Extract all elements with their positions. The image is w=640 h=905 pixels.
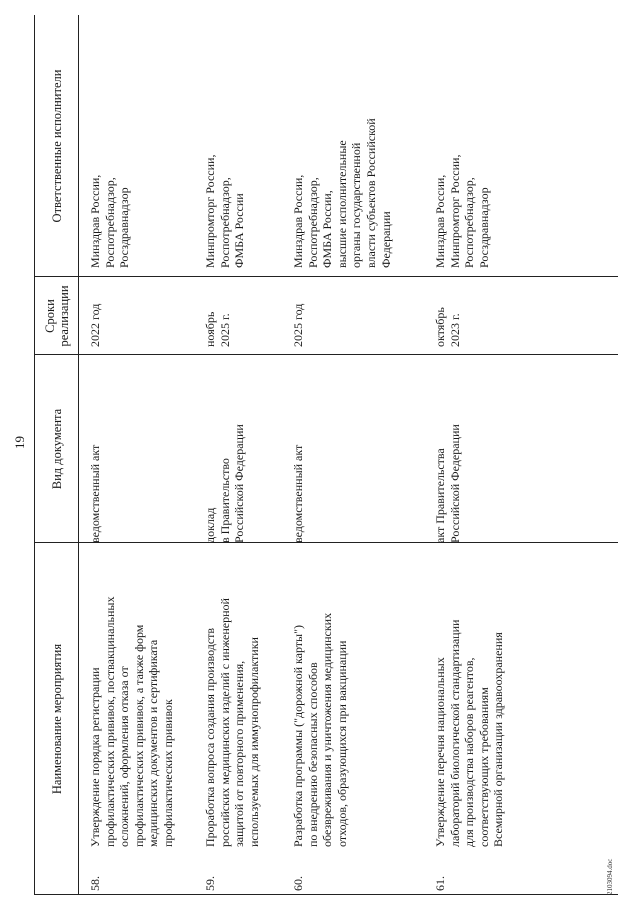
deadline: 2025 год <box>291 303 305 347</box>
executors: Минздрав России, Роспотребнадзор, ФМБА России, высшие исполнительные органы государственной власти субъектов Российской Федерации <box>291 118 393 268</box>
document-type: ведомственный акт <box>88 444 102 543</box>
header-deadline: Сроки реализации <box>42 285 71 347</box>
executors: Минздрав России, Роспотребнадзор, Росздравнадзор <box>88 174 132 268</box>
header-executors: Ответственные исполнители <box>49 69 64 223</box>
measure-name: Разработка программы ("дорожной карты") по внедрению безопасных способов обезвреживания и уничтожения медицинских отходов, образующихся при вакцинации <box>291 612 349 847</box>
measure-name: Проработка вопроса создания производств российских медицинских изделий с инженерной защитой от повторного применения, используемых для иммунопрофилактики <box>203 598 261 847</box>
column-divider <box>35 276 618 277</box>
row-number: 60. <box>291 876 305 891</box>
table-border-left <box>35 894 618 895</box>
deadline: ноябрь 2025 г. <box>203 311 232 347</box>
measures-table <box>34 15 618 895</box>
row-number: 61. <box>433 876 447 891</box>
row-number: 58. <box>88 876 102 891</box>
deadline: 2022 год <box>88 303 102 347</box>
executors: Минпромторг России, Роспотребнадзор, ФМБА России <box>203 154 247 268</box>
page-number: 19 <box>12 436 27 449</box>
rotated-page <box>10 10 630 895</box>
executors: Минздрав России, Минпромторг России, Роспотребнадзор, Росздравнадзор <box>433 154 491 268</box>
column-divider <box>35 542 618 543</box>
measure-name: Утверждение перечня национальных лабораторий биологической стандартизации для производства наборов реагентов, соответствующих требованиям Всемирной организации здравоохранения <box>433 619 506 847</box>
column-divider <box>35 354 618 355</box>
document-type: акт Правительства Российской Федерации <box>433 424 462 543</box>
deadline: октябрь 2023 г. <box>433 307 462 347</box>
document-type: ведомственный акт <box>291 444 305 543</box>
row-number: 59. <box>203 876 217 891</box>
document-type: доклад в Правительство Российской Федерации <box>203 424 247 543</box>
document-code: 2103094.doc <box>606 858 614 895</box>
measure-name: Утверждение порядка регистрации профилактических прививок, поствакцинальных осложнений, оформления отказа от профилактических прививок, а также форм медицинских документов и сертификата профилактических прививок <box>88 596 175 847</box>
header-name: Наименование мероприятия <box>49 643 64 795</box>
header-doc-type: Вид документа <box>49 408 64 490</box>
header-rule <box>78 15 79 895</box>
